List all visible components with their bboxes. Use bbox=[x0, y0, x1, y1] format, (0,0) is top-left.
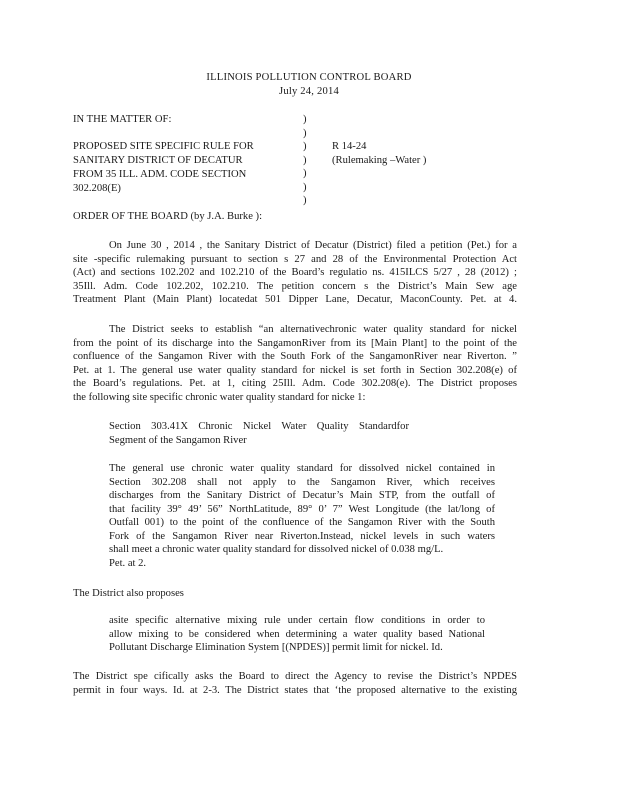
caption-line: PROPOSED SITE SPECIFIC RULE FOR bbox=[73, 141, 254, 152]
text-line: from the point of its discharge into the SangamonRiver from its [Main Plant] to the point of the bbox=[73, 337, 517, 349]
caption-line: FROM 35 ILL. ADM. CODE SECTION bbox=[73, 169, 247, 180]
text-line: allow mixing to be considered when determining a water quality based National bbox=[109, 628, 485, 640]
paragraph-3 bbox=[73, 670, 517, 697]
text-line: confluence of the Sangamon River with the South Fork of the SangamonRiver near Riverton. ” bbox=[73, 351, 517, 362]
paren: ) bbox=[303, 141, 307, 152]
text-line: The District spe cifically asks the Board to direct the Agency to revise the District’s NPDES bbox=[73, 671, 517, 682]
board-name: ILLINOIS POLLUTION CONTROL BOARD bbox=[206, 72, 412, 83]
text-line: the following site specific chronic water quality standard for nicke 1: bbox=[73, 391, 366, 403]
text-line: the Board’s regulations. Pet. at 1, citing 25Ill. Adm. Code 302.208(e). The District proposes bbox=[73, 378, 517, 389]
text-line: Section 303.41X Chronic Nickel Water Quality Standardfor bbox=[109, 421, 409, 432]
paren: ) bbox=[303, 181, 307, 193]
paren: ) bbox=[303, 195, 307, 206]
text-line: Pet. at 2. bbox=[109, 557, 147, 569]
text-line: permit in four ways. Id. at 2-3. The District states that ‘the proposed alternative to the existing bbox=[73, 684, 517, 696]
caption-parentheses bbox=[303, 113, 307, 208]
text-line: The District seeks to establish “an alternativechronic water quality standard for nickel bbox=[109, 324, 517, 335]
text-line: site -specific rulemaking pursuant to section s 27 and 28 of the Environmental Protection Act bbox=[73, 253, 517, 265]
text-line: Outfall 001) to the point of the confluence of the Sangamon River with the South bbox=[109, 517, 495, 528]
quote-1-body bbox=[109, 462, 495, 570]
text-line: that facility 39° 49’ 56” NorthLatitude, 89° 0’ 7” West Longitude (the lat/long of bbox=[109, 503, 495, 515]
caption-line: 302.208(E) bbox=[73, 183, 121, 194]
text-line: Pollutant Discharge Elimination System [(NPDES)] permit limit for nickel. Id. bbox=[109, 642, 443, 653]
text-line: shall meet a chronic water quality standard for dissolved nickel of 0.038 mg/L. bbox=[109, 544, 444, 555]
text-line: discharges from the Sanitary District of Decatur’s Main STP, from the outfall of bbox=[109, 490, 495, 501]
also-proposes-line: The District also proposes bbox=[73, 588, 184, 599]
text-line: On June 30 , 2014 , the Sanitary District of Decatur (District) filed a petition (Pet.) for a bbox=[109, 240, 517, 251]
order-heading: ORDER OF THE BOARD (by J.A. Burke ): bbox=[73, 211, 263, 222]
text-line: The general use chronic water quality standard for dissolved nickel contained in bbox=[109, 463, 495, 474]
text-line: Segment of the Sangamon River bbox=[109, 434, 247, 446]
paren: ) bbox=[303, 168, 307, 179]
in-the-matter-label: IN THE MATTER OF: bbox=[73, 114, 172, 125]
paren: ) bbox=[303, 114, 307, 125]
caption-line: SANITARY DISTRICT OF DECATUR bbox=[73, 155, 243, 166]
text-line: 35Ill. Adm. Code 102.202, 102.210. The petition concern s the District’s Main Sew age bbox=[73, 280, 517, 292]
paragraph-1 bbox=[73, 239, 517, 307]
text-line: Section 302.208 shall not apply to the Sangamon River, which receives bbox=[109, 476, 495, 488]
quote-2 bbox=[109, 614, 485, 655]
text-line: Pet. at 1. The general use water quality standard for nickel is set forth in Section 302.208(e) of bbox=[73, 364, 517, 376]
paragraph-2 bbox=[73, 323, 517, 404]
docket-number: R 14-24 bbox=[332, 141, 367, 152]
quote-1-title bbox=[109, 420, 409, 447]
rulemaking-type: (Rulemaking –Water ) bbox=[332, 155, 427, 166]
paren: ) bbox=[303, 154, 307, 166]
order-date: July 24, 2014 bbox=[279, 86, 339, 97]
text-line: Treatment Plant (Main Plant) locatedat 501 Dipper Lane, Decatur, MaconCounty. Pet. at 4. bbox=[73, 294, 517, 305]
text-line: asite specific alternative mixing rule under certain flow conditions in order to bbox=[109, 615, 485, 626]
paren: ) bbox=[303, 127, 307, 139]
text-line: (Act) and sections 102.202 and 102.210 of the Board’s regulatio ns. 415ILCS 5/27 , 28 (2012) ; bbox=[73, 267, 517, 278]
text-line: Fork of the Sangamon River near Riverton.Instead, nickel levels in such waters bbox=[109, 530, 495, 542]
